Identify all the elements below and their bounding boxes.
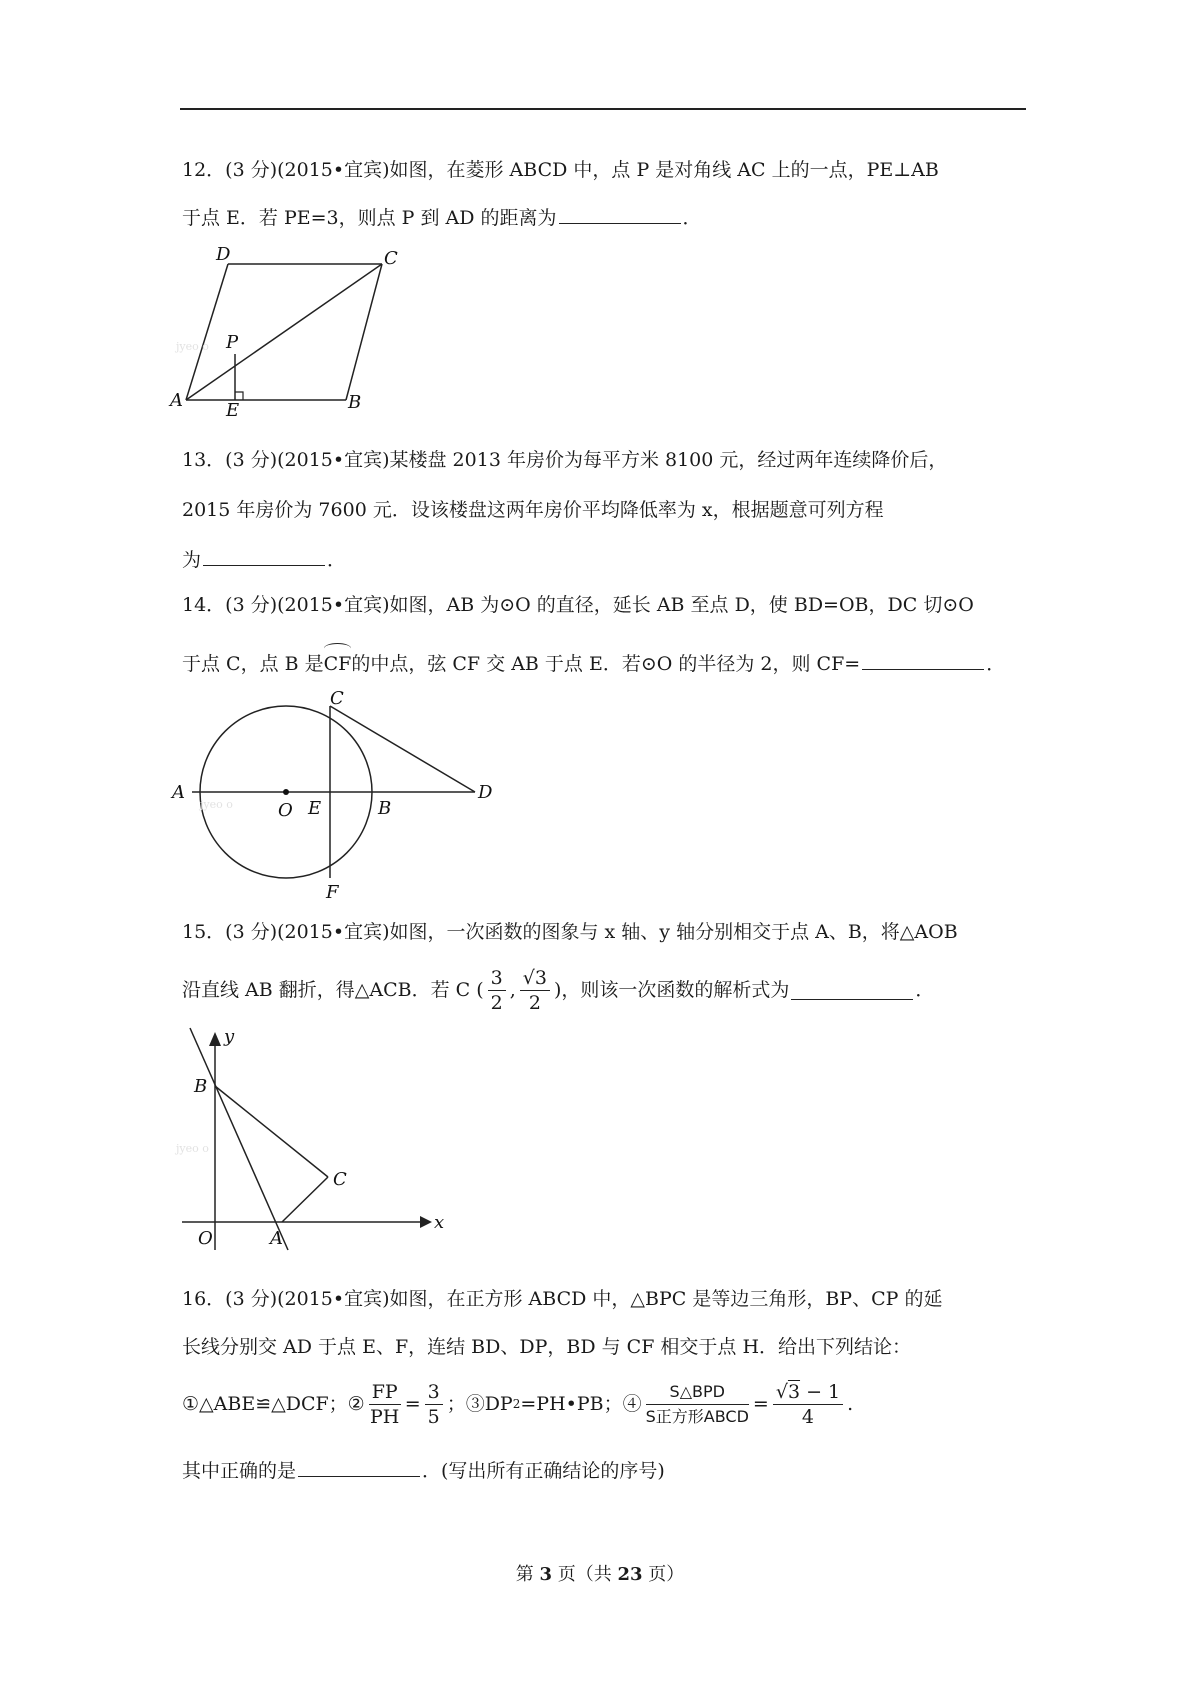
q15-label-x: x [434, 1212, 445, 1233]
q15-label-y: y [224, 1026, 235, 1047]
q15-line1: 15．(3 分)(2015•宜宾)如图，一次函数的图象与 x 轴、y 轴分别相交于点 A、B，将△AOB [182, 921, 958, 943]
q15-answer-blank[interactable] [791, 981, 913, 1000]
q16-4: 4 [801, 1405, 815, 1428]
q14-line1: 14．(3 分)(2015•宜宾)如图，AB 为⊙O 的直径，延长 AB 至点 D，使 BD=OB，DC 切⊙O [182, 594, 974, 616]
q16-fraction-3-5 [425, 1380, 443, 1429]
q16-line4 [182, 1458, 665, 1483]
q12-text: 于点 E．若 PE=3，则点 P 到 AD 的距离为 [182, 207, 557, 229]
q14-arc-cf: CF [323, 653, 352, 675]
q15-label-C: C [333, 1169, 347, 1190]
q16-root-3: 3 [787, 1380, 801, 1403]
q15-text-b: )，则该一次函数的解析式为 [553, 979, 790, 1001]
q13-text: 为 [182, 549, 202, 571]
page-footer [0, 1560, 1200, 1586]
q15-label-B: B [194, 1076, 208, 1097]
q14-label-B: B [378, 798, 392, 819]
q13-answer-blank[interactable] [203, 547, 325, 566]
q12-rhombus-figure [170, 244, 410, 421]
q16-conclusions [182, 1372, 853, 1436]
q16-3: 3 [425, 1380, 443, 1405]
q14-label-A: A [172, 782, 185, 803]
q16-answer-blank[interactable] [298, 1458, 420, 1477]
q16-ph: PH [370, 1405, 400, 1428]
footer-total-pages: 23 [617, 1564, 643, 1585]
footer-mid: 页（共 [552, 1564, 618, 1585]
q14-text-b: 的中点，弦 CF 交 AB 于点 E．若⊙O 的半径为 2，则 CF= [351, 653, 861, 675]
q15-frac2-den: 2 [528, 991, 541, 1014]
q16-text: 其中正确的是 [182, 1460, 297, 1482]
q13-line1: 13．(3 分)(2015•宜宾)某楼盘 2013 年房价为每平方米 8100 元，经过两年连续降价后， [182, 449, 948, 471]
q12-watermark: jyeo o [176, 340, 209, 353]
q14-label-O: O [278, 800, 293, 821]
q15-text-a: 沿直线 AB 翻折，得△ACB．若 C ( [182, 979, 484, 1001]
q12-label-P: P [226, 332, 239, 353]
q15-watermark: jyeo o [176, 1142, 209, 1155]
q16-dot: . [847, 1393, 854, 1415]
q15-frac1-num: 3 [488, 966, 506, 991]
q15-fraction-x [488, 966, 506, 1015]
q15-frac1-den: 2 [490, 991, 503, 1014]
q14-line2 [182, 651, 1005, 676]
q15-comma: , [509, 979, 516, 1001]
q14-label-F: F [326, 882, 339, 903]
q12-answer-blank[interactable] [559, 205, 681, 224]
q12-label-A: A [170, 390, 183, 411]
q16-conclusion-3: ；③DP [446, 1393, 513, 1415]
q16-eq-1: = [404, 1393, 421, 1415]
q12-label-E: E [226, 400, 240, 421]
q12-line1: 12．(3 分)(2015•宜宾)如图，在菱形 ABCD 中，点 P 是对角线 AC 上的一点，PE⊥AB [182, 159, 939, 181]
q13-line2: 2015 年房价为 7600 元．设该楼盘这两年房价平均降低率为 x，根据题意可列方程 [182, 499, 884, 521]
footer-pre: 第 [515, 1564, 540, 1585]
q16-fraction-fp-ph [369, 1380, 401, 1429]
q16-fraction-area [646, 1380, 749, 1429]
q16-line1: 16．(3 分)(2015•宜宾)如图，在正方形 ABCD 中，△BPC 是等边三角形，BP、CP 的延 [182, 1288, 943, 1310]
q14-circle-figure [170, 688, 500, 903]
q16-s-bpd: S△BPD [646, 1380, 749, 1405]
q16-eq-2: = [752, 1393, 769, 1415]
q16-fraction-root [773, 1380, 843, 1429]
q16-minus-1: − 1 [800, 1380, 841, 1403]
q15-graph-figure [170, 1022, 445, 1252]
q14-answer-blank[interactable] [862, 651, 984, 670]
q15-label-O: O [198, 1228, 213, 1249]
header-rule [180, 108, 1026, 110]
footer-page-number: 3 [539, 1564, 552, 1585]
q14-text-a: 于点 C，点 B 是 [182, 653, 324, 675]
q15-line2 [182, 960, 934, 1020]
q13-period: ． [327, 549, 347, 571]
q16-sup-2: 2 [512, 1397, 521, 1411]
q15-frac2-num: √3 [520, 966, 550, 991]
footer-post: 页） [642, 1564, 685, 1585]
q12-period: ． [682, 207, 702, 229]
q15-label-A: A [270, 1228, 283, 1249]
q16-line2: 长线分别交 AD 于点 E、F，连结 BD、DP，BD 与 CF 相交于点 H．给出下列结论： [182, 1336, 912, 1358]
q12-label-D: D [216, 244, 231, 265]
q14-label-C: C [330, 688, 344, 709]
q14-watermark: jyeo o [200, 798, 233, 811]
q16-5: 5 [427, 1405, 440, 1428]
q16-root-num: √3 − 1 [773, 1380, 843, 1405]
q12-label-C: C [384, 248, 398, 269]
q14-label-D: D [478, 782, 493, 803]
q16-conclusion-1: ①△ABE≌△DCF；② [182, 1393, 365, 1415]
q16-hint: ．(写出所有正确结论的序号) [422, 1460, 665, 1482]
q15-period: ． [915, 979, 935, 1001]
q16-conclusion-3-rest: =PH•PB；④ [520, 1393, 642, 1415]
q16-fp: FP [369, 1380, 401, 1405]
q14-label-E: E [308, 798, 322, 819]
q15-fraction-y [520, 966, 550, 1015]
q14-period: ． [986, 653, 1006, 675]
q16-s-square: S正方形ABCD [645, 1406, 749, 1426]
q12-label-B: B [348, 392, 362, 413]
q12-line2 [182, 205, 702, 230]
q13-line3 [182, 547, 346, 572]
